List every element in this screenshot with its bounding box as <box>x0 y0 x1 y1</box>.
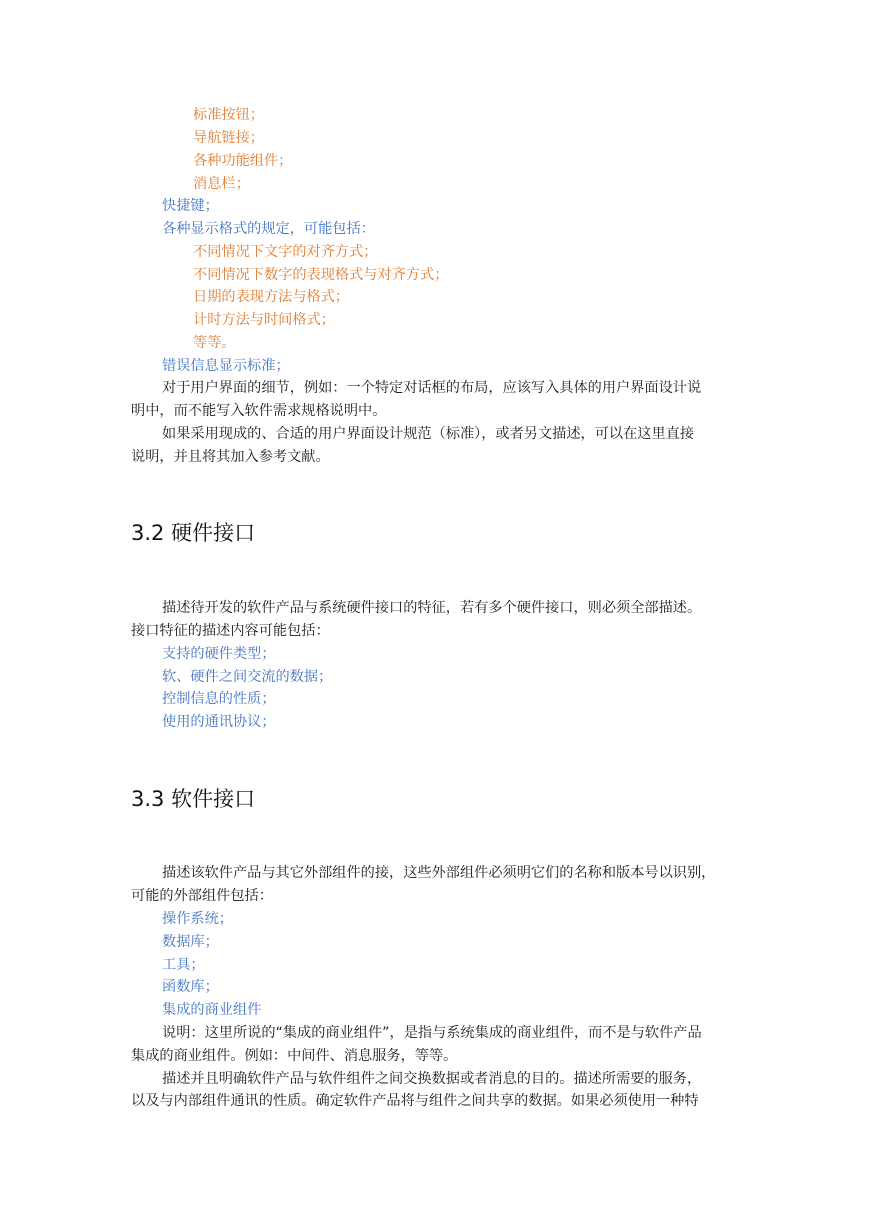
paragraph-line: 如果采用现成的、合适的用户界面设计规范（标准），或者另文描述，可以在这里直接 <box>162 426 695 442</box>
list-item: 工具； <box>162 957 205 973</box>
list-item: 日期的表现方法与格式； <box>193 289 350 305</box>
list-item: 软、硬件之间交流的数据； <box>162 669 333 685</box>
list-item: 各种功能组件； <box>193 153 293 169</box>
list-item: 集成的商业组件 <box>162 1002 262 1018</box>
section-heading: 3.3 软件接口 <box>131 787 256 811</box>
list-item: 不同情况下文字的对齐方式； <box>193 244 378 260</box>
list-item: 等等。 <box>193 335 236 351</box>
list-item: 使用的通讯协议； <box>162 714 276 730</box>
list-item: 标准按钮； <box>193 107 264 123</box>
list-item: 各种显示格式的规定，可能包括： <box>162 221 375 237</box>
list-item: 数据库； <box>162 934 219 950</box>
paragraph-line: 描述该软件产品与其它外部组件的接，这些外部组件必须明它们的名称和版本号以识别， <box>162 865 716 881</box>
paragraph-line: 可能的外部组件包括： <box>131 888 273 904</box>
list-item: 支持的硬件类型； <box>162 646 276 662</box>
paragraph-line: 说明：这里所说的“集成的商业组件”，是指与系统集成的商业组件，而不是与软件产品 <box>162 1025 702 1041</box>
list-item: 错误信息显示标准； <box>162 358 290 374</box>
list-item: 消息栏； <box>193 176 250 192</box>
paragraph-line: 接口特征的描述内容可能包括： <box>131 623 330 639</box>
section-heading: 3.2 硬件接口 <box>131 521 256 545</box>
list-item: 计时方法与时间格式； <box>193 312 335 328</box>
paragraph-line: 描述待开发的软件产品与系统硬件接口的特征，若有多个硬件接口，则必须全部描述。 <box>162 600 702 616</box>
paragraph-line: 明中，而不能写入软件需求规格说明中。 <box>131 403 387 419</box>
list-item: 导航链接； <box>193 130 264 146</box>
paragraph-line: 集成的商业组件。例如：中间件、消息服务，等等。 <box>131 1048 458 1064</box>
paragraph-line: 对于用户界面的细节，例如：一个特定对话框的布局，应该写入具体的用户界面设计说 <box>162 380 702 396</box>
list-item: 函数库； <box>162 979 219 995</box>
paragraph-line: 说明，并且将其加入参考文献。 <box>131 449 330 465</box>
list-item: 不同情况下数字的表现格式与对齐方式； <box>193 267 449 283</box>
list-item: 快捷键； <box>162 198 219 214</box>
paragraph-line: 描述并且明确软件产品与软件组件之间交换数据或者消息的目的。描述所需要的服务， <box>162 1071 702 1087</box>
list-item: 控制信息的性质； <box>162 691 276 707</box>
paragraph-line: 以及与内部组件通讯的性质。确定软件产品将与组件之间共享的数据。如果必须使用一种特 <box>131 1093 699 1109</box>
list-item: 操作系统； <box>162 911 233 927</box>
